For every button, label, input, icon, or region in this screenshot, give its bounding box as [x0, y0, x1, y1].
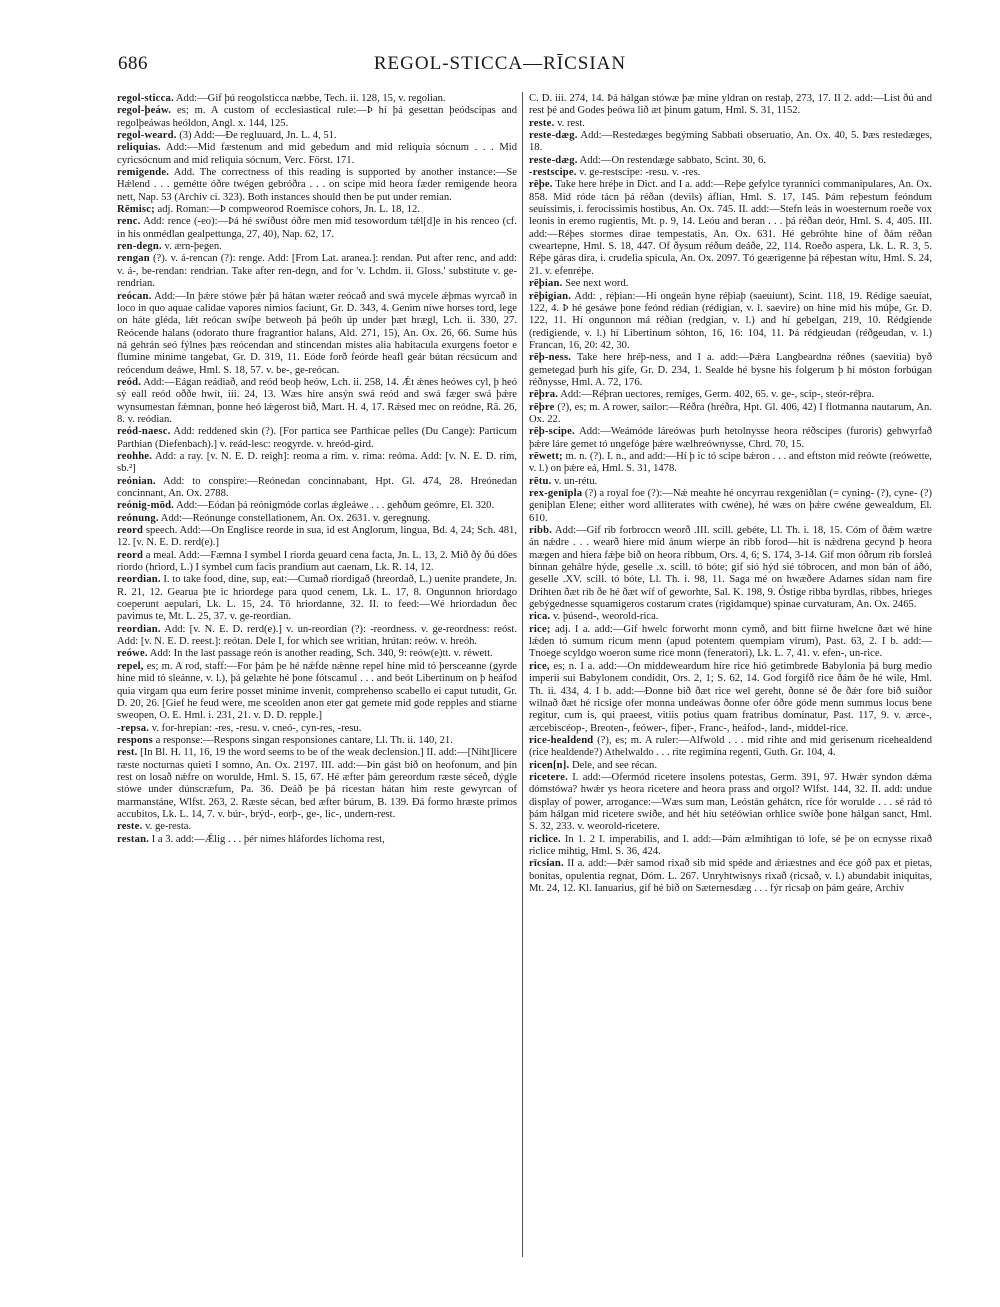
entry-definition: v. for-hrepian: -res, -resu. v. cneó-, cyn-res, -resu. — [149, 722, 362, 734]
entry-headword: reordian. — [117, 623, 161, 635]
dictionary-entry — [529, 858, 932, 895]
entry-headword: reord — [117, 525, 144, 537]
dictionary-entry — [529, 426, 932, 451]
dictionary-entry — [117, 834, 517, 846]
entry-headword: ren-degn. — [117, 241, 162, 253]
entry-definition: Add:—Gif þú reogolsticca næbbe, Tech. ii. 128, 15, v. regolian. — [173, 93, 446, 104]
dictionary-entry — [529, 525, 932, 611]
dictionary-entry — [529, 352, 932, 389]
dictionary-entry — [117, 513, 517, 525]
entry-headword: reónig-mōd. — [117, 500, 175, 512]
entry-definition: (3) Add:—Ðe regluuard, Jn. L. 4, 51. — [176, 130, 337, 142]
entry-headword: rica. — [529, 611, 551, 623]
entry-headword: rēwett; — [529, 450, 563, 462]
entry-definition: a response:—Respons singan responsiones cantare, Ll. Th. ii. 140, 21. — [152, 734, 453, 746]
entry-definition: I a 3. add:—Ǽlig . . . þér nimes hláfordes líchoma rest, — [149, 833, 385, 845]
dictionary-entry — [117, 204, 517, 216]
dictionary-entry — [529, 118, 932, 130]
entry-definition: (?) a royal foe (?):—Nǽ meahte hé oncyrrau rexgeniðlan (= cyning- (?), cyne- (?) geniþlan Elene; either word alliterates with cwéne), hé wæs on þǽre cwéne gewealdum, El. 610. — [529, 488, 932, 524]
entry-headword: rēþra. — [529, 389, 559, 401]
entry-definition: Add: rence (-eo):—Þá hé swíðust óðre men mid tesowordum tǽl[d]e in his renceo (cf. in his onmédlan gealpettunga, 27, 40), Nap. 62, 17. — [117, 216, 517, 240]
entry-definition: Take here hréþe in Dict. and I a. add:—Reþe gefylce tyrannici commanipulares, An. Ox. 858. Mid róde tácn þá réðan (devils) áflian, Hml. S. 17, 145. Þám reþestum feóndum seuissimis, i. ferocissimis hostibus, An. Ox. 745. II. add:—Stefn leás in woesternum roeðe vox leonis in eremo rugientis, Mt. p. 9, 14. Leóu and beran . . . þá réðan deór, Hml. S. 4, 405. III. add:—Réþes stormes dirae tempestatis, An. Ox. 631. Hé gebróhte hine of ðám réðan cweartерne, Hml. S. 18, 447. Of ðysum réðum deáðe, 22, 114. Roeðo aspera, Lk. L. R. 3, 5. Réþe gáras dira, i. crudelia spicula, An. Ox. 2097. Tó geærigenne þá réþestan wítu, Hml. S. 24, 21. v. efenréþe. — [529, 179, 932, 277]
entry-definition: Add:—Réþran uectores, remiges, Germ. 402, 65. v. ge-, scip-, steór-réþra. — [558, 389, 875, 401]
entry-headword: ricetere. — [529, 771, 568, 783]
dictionary-entry — [529, 130, 932, 155]
entry-headword: reord — [117, 549, 144, 561]
entry-definition: v. þúsend-, weorold-rica. — [550, 611, 659, 623]
column-divider — [522, 92, 523, 1257]
entry-headword: reste. — [529, 117, 555, 129]
dictionary-entry — [529, 476, 932, 488]
dictionary-entry — [529, 760, 932, 772]
entry-headword: rest. — [117, 747, 138, 759]
dictionary-entry — [529, 278, 932, 290]
entry-definition: es; n. I a. add:—On middeweardum hire rice hió getimbrede Babylonia þá burg medio imperii sui Babylonem condidit, Ors. 2, 1; S. 62, 14. God forgifð rice ðám ðe hé wile, Hml. Th. ii. 434, 4. I b. add:—Ðonne bið ðæt rice wel gereht, ðonne sé ðe ðǽr fore bið suíðor wilnað ðæt hé ricsige ofer monna undeáwas ðonne ofer óðre góde menn summus locus bene regitur, cum is, qui praeest, vitiis potius quam fratribus dominatur, Past. 117, 9. v. ærce-, ærcebiscéop-, Breoten-, feówer-, fiþer-, Franc-, heáfod-, land-, middel-rice. — [529, 660, 932, 734]
entry-headword: reówe. — [117, 648, 148, 660]
entry-definition: Dele, and see récan. — [569, 759, 657, 771]
entry-definition: In 1. 2 I. imperabilis, and I. add:—Þám ælmihtigan tó lofe, sé þe on ecnysse rixað riclice mihtig, Hml. S. 36, 424. — [529, 833, 932, 857]
entry-definition: Add:—Eódan þá reónigmóde corlas ǽgleáwe . . . gehðum geómre, El. 320. — [174, 500, 495, 512]
dictionary-entry — [529, 624, 932, 661]
entry-definition: Add: , réþian:—Hí ongeán hyne réþiaþ (saeuiunt), Scint. 118, 19. Rédige saeuiat, 122, 4. Þ hé gesáwe þone feónd rédian (rédigian, v. l. saevire) on hine mid his múþe, Gr. D. 122, 11. Hí ongunnon má réðian (redgian, v. l.) and hí gebelgan, 219, 10. Rédgiende (redigiende, v. l.) hí Libertinum sóhton, 16, 16: 104, 11. Þá rédgieudan (réðgeudan, v. l.) Francan, 16, 20: 42, 30. — [529, 290, 932, 351]
dictionary-entry — [117, 130, 517, 142]
entry-definition: m. n. (?). I. n., and add:—Hí þ ic tó scipe bǽron . . . and eftston mid reówte (reówette, v. l.) on þǽre eá, Hml. S. 31, 1478. — [529, 450, 932, 475]
entry-definition: v. ge-resta. — [142, 821, 192, 833]
dictionary-entry — [117, 216, 517, 241]
entry-headword: repel, — [117, 660, 144, 672]
entry-headword: reste-dæg. — [529, 130, 578, 142]
entry-definition: es; m. A custom of ecclesiastical rule:—Þ hí þá gesettan þeódscipas and regolþeáwas heóldon, Angl. x. 144, 125. — [117, 105, 517, 129]
entry-headword: rīcsian. — [529, 858, 564, 870]
dictionary-entry — [117, 500, 517, 512]
entry-headword: reste-dæg. — [529, 154, 578, 166]
dictionary-entry — [117, 377, 517, 426]
entry-headword: reónian. — [117, 475, 156, 487]
dictionary-entry — [117, 105, 517, 130]
entry-definition: speech. Add:—On Englisce reorde in sua, id est Anglorum, lingua, Bd. 4, 24; Sch. 481, 12. [v. N. E. D. rerd(e).] — [117, 525, 517, 549]
entry-definition: Add: [v. N. E. D. rerd(e).] v. un-reordian (?): -reordness. v. ge-reordness: reóst. Add: [v. N. E. D. reest.]: reótan. Dele I, for which see writian, hrútan: reów. v. hreóh. — [117, 623, 517, 648]
entry-headword: reócan. — [117, 290, 152, 302]
dictionary-entry — [529, 451, 932, 476]
dictionary-entry — [529, 389, 932, 401]
entry-headword: ricen[n]. — [529, 759, 570, 771]
dictionary-entry — [117, 735, 517, 747]
entry-headword: rētu. — [529, 475, 552, 487]
entry-definition: v. ærn-þegen. — [161, 241, 222, 253]
entry-headword: renc. — [117, 216, 141, 228]
page-number: 686 — [118, 53, 148, 74]
entry-definition: Add: to conspire:—Reónedan concinnabant, Hpt. Gl. 474, 28. Hreónedan concinnant, An. Ox. 2788. — [117, 475, 517, 499]
dictionary-entry — [117, 253, 517, 290]
dictionary-entry — [117, 167, 517, 204]
entry-definition: Add:—Mid fæstenum and mid gebedum and mid reliquia sócnum . . . Mid cyricsócnum and mid reliquia sócnum, Verc. Först. 171. — [117, 142, 517, 166]
dictionary-entry — [117, 525, 517, 550]
entry-definition: Add: In the last passage reón is another reading, Sch. 340, 9: reów(e)tt. v. réwett. — [147, 648, 493, 660]
entry-headword: reód. — [117, 376, 142, 388]
entry-definition: adj. Roman:—Þ compweorod Roemisce cohors, Jn. L. 18, 12. — [154, 204, 420, 216]
dictionary-entry — [529, 611, 932, 623]
entry-definition: Add:—Restedæges begýming Sabbati obseruatio, An. Ox. 40, 5. Þæs restedæges, 18. — [529, 130, 932, 154]
entry-definition: adj. I a. add:—Gif hwelc forworht monn cymð, and bitt fiirne hwelcne ðæt wé hine lǽden tó sumum ricum menn (apud potentem quempiam virum), Past. 63, 2. I b. add:—Tnoege scyldgo woeron sume rice monn (feneratori), Lk. L. 7, 41. v. efen-, un-rice. — [529, 623, 932, 660]
entry-definition: Add:—Weámóde láreówas þurh hetolnysse heora réðscipes (furoris) gehwyrfað þǽre láre gemet tó ungefóge þǽre wælhreównysse, Chrd. 70, 15. — [529, 426, 932, 450]
dictionary-entry — [117, 747, 517, 821]
entry-definition: [In Bl. H. 11, 16, 19 the word seems to be of the weak declension.] II. add:—[Niht]licere ræste nocturnas quieti I somno, An. Ox. 2197. III. add:—Þin gást bið on heofonum, and þín rest on losað nǽfre on woruldе, Hml. S. 15, 67. Hé æfter þám gereordum ræste séceð, dýgle stówe under dúnscræfum, Pa. 36. Deáð þe þá ricestan hátan him reste gewyrcan of marmanstáne, Wlfst. 263, 2. Ræste sécan, bed æfter búrum, B. 139. Ðá formo hræste primos accubitos, Lk. L. 14, 7. v. búr-, brýd-, eorþ-, ge-, lic-, undern-rest. — [117, 747, 517, 820]
entry-headword: regol-sticca. — [117, 93, 174, 104]
entry-headword: reónung. — [117, 512, 159, 524]
entry-definition: I. add:—Ofermód ricetere insolens potestas, Germ. 391, 97. Hwǽr syndon dǽma dómstówa? hwǽr ys heora ricetere and heora prass and orgol? Wlfst. 144, 32. II. add: undue display of power, arrogance:—Wæs sum man, Leóstán gehátcn, ríce fór worulde . . . sé rád tó þám hálgan mid ricetere swíðe, and hét hiu setéówian orhlice swíðe þone hálgan sanct, Hml. S. 32, 233. v. weorold-ricetere. — [529, 771, 932, 833]
entry-headword: reliquias. — [117, 142, 161, 154]
entry-headword: regol-weard. — [117, 130, 177, 142]
dictionary-entry — [529, 179, 932, 278]
entry-headword: ribb. — [529, 525, 553, 537]
entry-definition: I. to take food, dine, sup, eat:—Cumað riordigað (hreordað, L.) uenite prandete, Jn. R. 21, 12. Gearua þte ic hriordege para quod cenem, Lk. L. 17, 8. Ongunnon hriordago coeperunt aepulari, Lk. L. 15, 24. Tō hriordanne, 32. II. to feed:—Wé hriordadun ðec pavimus te, Mt. L. 25, 37. v. ge-reordian. — [117, 574, 517, 623]
entry-definition: Add:—In þǽre stówe þǽr þá hátan wæter reócað and swá mycele ǽþmas wyrcað in loco in quo aquae calidae vapores nimios faciunt, Gr. D. 343, 4. Genim níwe horses tord, lege on háte glédа, lǽt reócan swíþe betweoh þá þeóh úp under þæt hrægl, Lch. ii. 330, 27. Reócende halans (odorato thure fragrantior halans, Ald. 271, 15), An. Ox. 26, 66. Sume hús ná gehrán seó fýlnes þæs reócendan and stincendan mistes alia habitacula exurgens foetor e flumine minime tangebat, Gr. D. 319, 11. Eóde forð feórde heafl geár bútan récsúcum and reócendum deáwe, Hml. S. 18, 57. v. be-, ge-reócan. — [117, 290, 517, 376]
entry-headword: reste. — [117, 821, 143, 833]
entry-headword: rice, — [529, 660, 550, 672]
entry-headword: rēþre — [529, 401, 555, 413]
dictionary-entry — [529, 488, 932, 525]
entry-headword: reód-naesc. — [117, 426, 171, 438]
entry-headword: rengan — [117, 253, 150, 265]
entry-definition: Add: reddened skin (?). [For partica see Parthicae pelles (Du Cange): Particum Parthian (Diefenbach).] v. reád-lesc: reogyrde. v. hreód-gird. — [117, 426, 517, 450]
dictionary-entry — [529, 93, 932, 118]
entry-headword: rice-healdend — [529, 734, 594, 746]
dictionary-entry — [117, 451, 517, 476]
entry-headword: reohhe. — [117, 450, 153, 462]
entry-definition: Add:—Gif rib forbroccn weorð .III. scill. gebéte, Ll. Th. i. 18, 15. Cóm of ðǽm wætre án nǽdre . . . wearð hiere mid ánum wierpe án ribb forod—hit is nǽdrena gecynd þ heora mægen and hiera fǽþe bið on heora ribbum, Ors. 4, 6; S. 174, 3-14. Gif mon óðrum rib forsleá binnan gehálre hýde, geselle .x. scill. tó bóte; gif sió hýd sié tóbrocen, and mon bán of áðó, geselle .XV. scill. tó bóte, Ll. Th. i. 98, 11. Saga mé on hwæðere Adames sídan nam fire Drihten ðæt rib ðe hé ðæt wíf of geworhte, Sal. K. 198, 9. Óstige ribba byrdlas, ribbes, hrieges gebýgednesse squamigeros costarum crates (rigidamque) spinae curvaturam, An. Ox. 2465. — [529, 525, 932, 611]
dictionary-entry — [529, 155, 932, 167]
dictionary-entry — [117, 648, 517, 660]
entry-definition: Add:—On restendæge sabbato, Scint. 30, 6. — [577, 154, 766, 166]
entry-headword: rex-genīpla — [529, 488, 583, 499]
entry-headword: rēþ-scipe. — [529, 426, 575, 438]
dictionary-entry — [529, 661, 932, 735]
entry-definition: Add: a ray. [v. N. E. D. reigh]: reoma a rim. v. rima: reóma. Add: [v. N. E. D. rim, sb.²] — [117, 450, 517, 475]
entry-definition: (?), es; m. A ruler:—Alfwold . . . mid rihte and mid gerisenum ricehealdend (rice healdende?) Athelwaldo . . . rite regimina regenti, Guth. Gr. 104, 4. — [529, 734, 932, 759]
entry-definition: Add:—Reónunge constellationem, An. Ox. 2631. v. geregnung. — [158, 512, 431, 524]
entry-definition: II a. add:—Þǽr samod rixað sib mid spéde and ǽriæstnes and éce góð pax et pietas, bonitas, opulentia regnat, Dóm. L. 267. Unryhtwisnys rixað (ricsað, v. l.) abundabit iniquitas, Mt. 24, 12. Kl. Ianuarius, gif hé bið on Sæternesdæg . . . fýr ricsaþ on þám geáre, Archiv — [529, 858, 932, 894]
entry-headword: -restscipe. — [529, 167, 577, 179]
entry-definition: es; m. A rod, staff:—For þám þe hé nǽfde nǽnne repel hine mid tó þersceanne (gyrde hine mid tó sleánne, v. l.), þá gelæhte hé þone fótscamul . . . and beót Libertinum on þ heáfod quia virgam qua eum ferire posset minime invenit, comprehenso scabello ei caput tutudit, Gr. D. 20, 26. [Gief he feud were, me sceolden anon eter gat gemete mid gode repples and stiarne sweopen, O. E. Hml. i. 231, 21. v. D. D. repple.] — [117, 660, 517, 722]
dictionary-entry — [117, 624, 517, 649]
dictionary-entry — [117, 476, 517, 501]
entry-headword: regol-þeáw. — [117, 105, 172, 117]
entry-definition: Add. The correctness of this reading is supported by another instance:—Se Hǽlend . . . gemétte óðre twégen gebróðra . . . on scipe mid heora fæder remigende heora nett, Nap. 53 (Archiv ci. 323). Both instances should then be put under remian. — [117, 167, 517, 203]
entry-headword: rēþ-ness. — [529, 352, 572, 364]
entry-headword: rēþian. — [529, 278, 563, 290]
entry-definition: v. rest. — [554, 117, 585, 129]
entry-definition: v. ge-restscipe: -resu. v. -res. — [576, 167, 701, 179]
dictionary-entry — [529, 834, 932, 859]
entry-headword: respons — [117, 734, 153, 746]
entry-definition: C. D. iii. 274, 14. Þá hálgan stówæ þæ mine yldran on restaþ, 273, 17. II 2. add:—List ðú and rest þé and Godes þeówa lið æt þinum gatum, Hml. S. 31, 1152. — [529, 93, 932, 117]
running-head: REGOL-STICCA—RĪCSIAN — [373, 53, 627, 74]
entry-headword: Rēmisc; — [117, 204, 155, 216]
dictionary-entry — [529, 167, 932, 179]
entry-headword: riclice. — [529, 833, 561, 845]
dictionary-entry — [529, 291, 932, 353]
entry-headword: remigende. — [117, 167, 170, 179]
dictionary-entry — [117, 821, 517, 833]
entry-definition: a meal. Add:—Fæmna I symbel I riorda geuard cena facta, Jn. L. 13, 2. Mið ðý ðú dōes riordo (hriord, L.) I symbel cum facis prandium aut caenam, Lk. R. 14, 12. — [117, 549, 517, 574]
left-column — [117, 93, 517, 1258]
entry-definition: (?). v. á-rencan (?): renge. Add: [From Lat. aranea.]: rendan. Put after renc, and add: v. á-, be-rendan: rendrian. Take after ren-degn, and for 'v. Lchdm. ii. Gloss.' substitute v. ge-rendrian. — [117, 253, 517, 290]
right-column — [529, 93, 932, 1258]
entry-definition: (?), es; m. A rower, sailor:—Réðra (hréðra, Hpt. Gl. 406, 42) I flotmanna nautarum, An. Ox. 22. — [529, 401, 932, 425]
entry-definition: Take here hréþ-ness, and I a. add:—Þǽra Langbeardna réðnes (saevitia) byð gemetegad þurh his gife, Gr. D. 234, 1. Sealde hé bysne his folgerum þ hí móston forbúgan réðnysse, Hml. A. 72, 176. — [529, 352, 932, 388]
dictionary-entry — [117, 550, 517, 575]
entry-definition: v. un-rétu. — [551, 475, 598, 487]
dictionary-entry — [117, 723, 517, 735]
dictionary-entry — [117, 291, 517, 377]
entry-headword: rēþe. — [529, 179, 553, 191]
entry-headword: restan. — [117, 833, 150, 845]
entry-headword: rēþigian. — [529, 290, 572, 302]
entry-headword: rice; — [529, 623, 551, 635]
entry-definition: Add:—Eágan reádiað, and reód beoþ heów, Lch. ii. 258, 14. Ǽt ǽnes heówes cyl, þ heó sý eall reód oððe hwít, iii. 24, 13. Wæs hire ansýn swá reód and swá fæger swá þǽre wynsumestan fǽmnan, þonne heó lǽgerost bið, Mart. H. 4, 17. Rǽsed mec on reódne, Rä. 26, 8. v. reódian. — [117, 376, 517, 425]
dictionary-entry — [117, 241, 517, 253]
dictionary-entry — [117, 661, 517, 723]
dictionary-entry — [529, 402, 932, 427]
dictionary-entry — [117, 574, 517, 623]
entry-definition: See next word. — [562, 278, 629, 290]
dictionary-entry — [529, 735, 932, 760]
dictionary-entry — [117, 142, 517, 167]
entry-headword: -repsa. — [117, 722, 150, 734]
dictionary-entry — [117, 93, 517, 105]
entry-headword: reordian. — [117, 574, 161, 586]
dictionary-entry — [529, 772, 932, 834]
dictionary-entry — [117, 426, 517, 451]
